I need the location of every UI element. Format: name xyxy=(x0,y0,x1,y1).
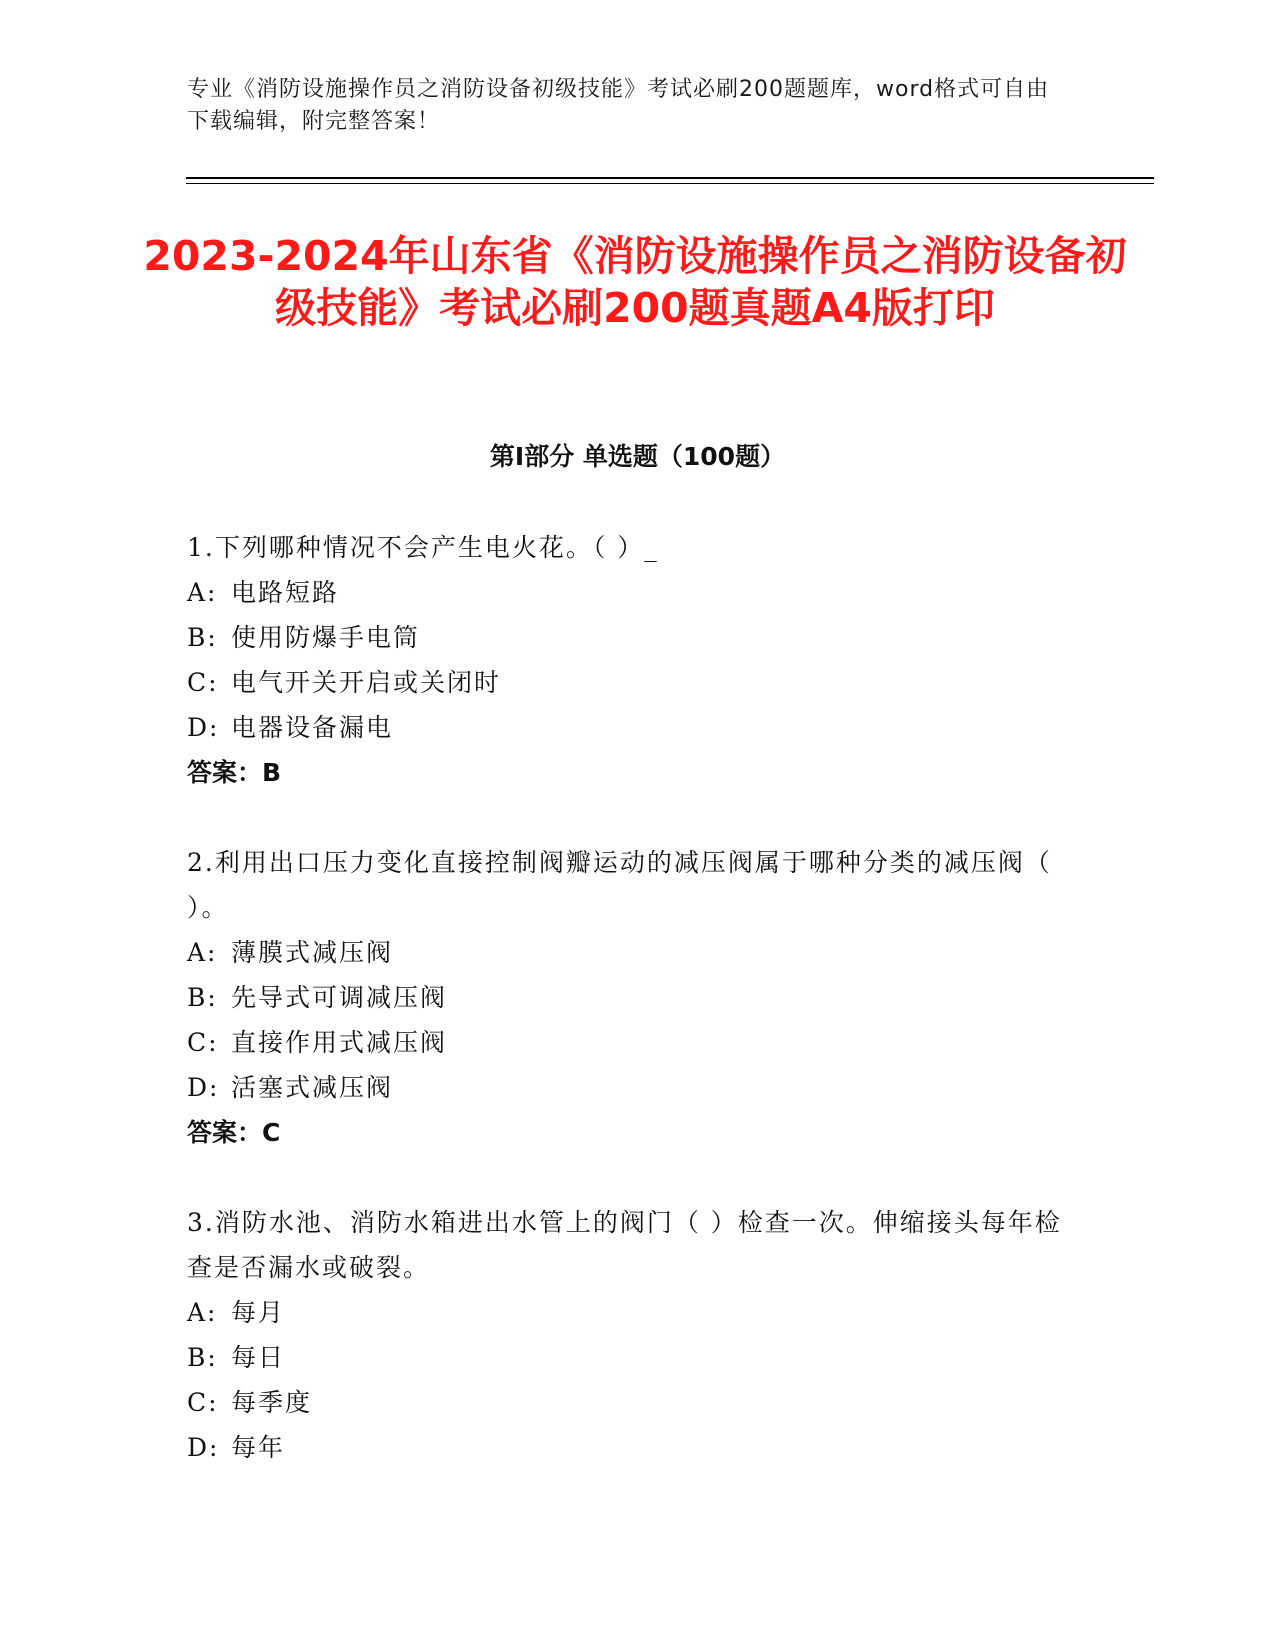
option-text: 每日 xyxy=(231,1343,286,1372)
question-1 xyxy=(187,525,1067,840)
question-stem: 2.利用出口压力变化直接控制阀瓣运动的减压阀属于哪种分类的减压阀（ ）。 xyxy=(187,848,1052,922)
option-text: 电路短路 xyxy=(231,578,340,607)
option-b xyxy=(187,975,1067,1020)
option-text: 电器设备漏电 xyxy=(231,713,394,742)
question-2 xyxy=(187,840,1067,1200)
option-text: 使用防爆手电筒 xyxy=(231,623,421,652)
question-answer: 答案：B xyxy=(187,758,282,787)
header-note: 专业《消防设施操作员之消防设备初级技能》考试必刷200题题库，word格式可自由下载编辑，附完整答案！ xyxy=(187,77,1050,134)
option-key: C: xyxy=(187,668,219,697)
question-spacer xyxy=(187,1155,1067,1200)
header-rule-thick xyxy=(186,177,1154,179)
option-a xyxy=(187,1290,1067,1335)
option-b xyxy=(187,615,1067,660)
option-text: 每季度 xyxy=(231,1388,313,1417)
option-a xyxy=(187,930,1067,975)
question-3 xyxy=(187,1200,1067,1470)
option-d xyxy=(187,1065,1067,1110)
option-key: A: xyxy=(187,1298,218,1327)
question-spacer xyxy=(187,795,1067,840)
question-stem: 3.消防水池、消防水箱进出水管上的阀门（ ）检查一次。伸缩接头每年检查是否漏水或破裂。 xyxy=(187,1208,1062,1282)
option-c xyxy=(187,1380,1067,1425)
option-text: 直接作用式减压阀 xyxy=(231,1028,448,1057)
question-answer: 答案：C xyxy=(187,1118,281,1147)
question-list xyxy=(187,525,1067,1470)
option-text: 薄膜式减压阀 xyxy=(231,938,394,967)
option-key: D: xyxy=(187,713,220,742)
option-key: A: xyxy=(187,938,218,967)
section-heading: 第Ⅰ部分 单选题（100题） xyxy=(489,442,786,471)
option-key: A: xyxy=(187,578,218,607)
option-text: 每年 xyxy=(231,1433,286,1462)
option-key: D: xyxy=(187,1433,220,1462)
header-rule-thin xyxy=(186,183,1154,184)
option-c xyxy=(187,660,1067,705)
option-key: B: xyxy=(187,1343,218,1372)
option-key: D: xyxy=(187,1073,220,1102)
option-b xyxy=(187,1335,1067,1380)
option-c xyxy=(187,1020,1067,1065)
document-title: 2023-2024年山东省《消防设施操作员之消防设备初级技能》考试必刷200题真题A4版打印 xyxy=(143,232,1127,332)
option-key: B: xyxy=(187,983,218,1012)
option-a xyxy=(187,570,1067,615)
option-key: C: xyxy=(187,1388,219,1417)
option-text: 电气开关开启或关闭时 xyxy=(231,668,502,697)
question-stem: 1.下列哪种情况不会产生电火花。（ ）_ xyxy=(187,533,659,562)
option-text: 先导式可调减压阀 xyxy=(231,983,448,1012)
option-d xyxy=(187,1425,1067,1470)
option-key: B: xyxy=(187,623,218,652)
option-key: C: xyxy=(187,1028,219,1057)
option-text: 活塞式减压阀 xyxy=(231,1073,394,1102)
option-d xyxy=(187,705,1067,750)
option-text: 每月 xyxy=(231,1298,286,1327)
